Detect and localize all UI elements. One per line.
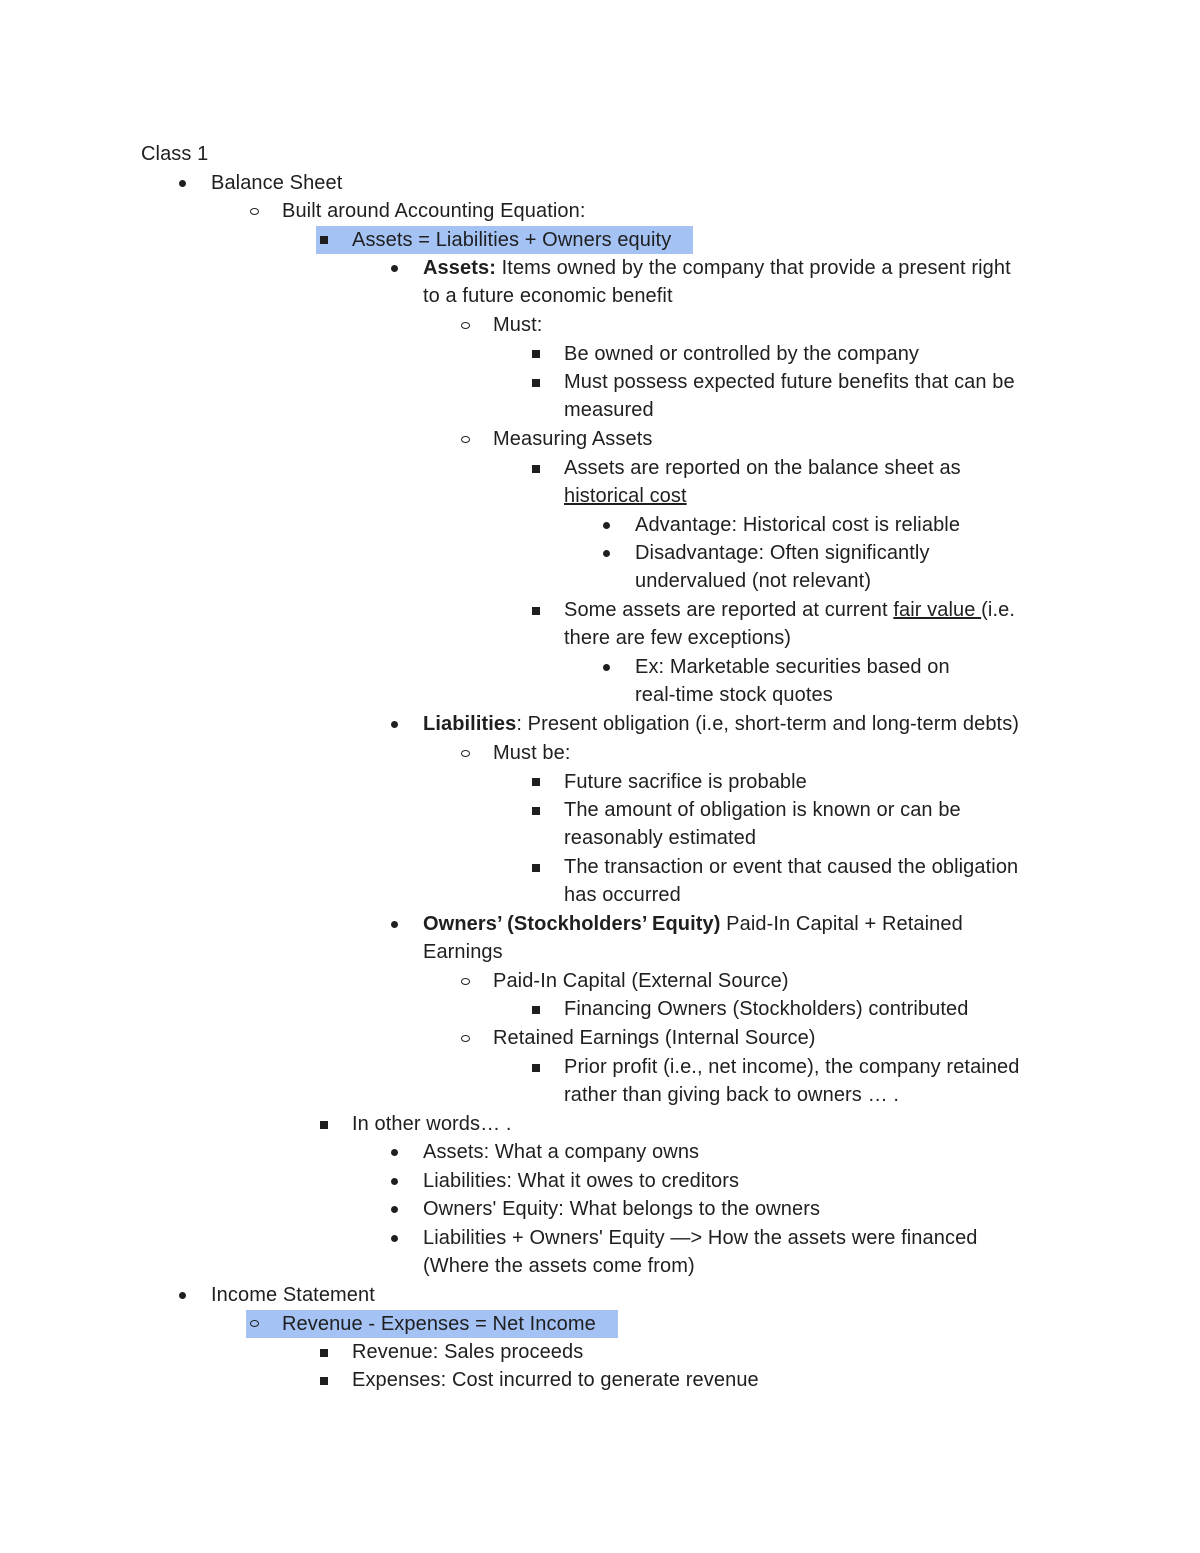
list-item: Assets = Liabilities + Owners equity [352, 229, 672, 251]
list-item: Be owned or controlled by the company [564, 343, 920, 365]
term-liabilities: Liabilities [423, 713, 517, 735]
underlined-term: fair value [893, 599, 982, 621]
list-item-continuation: has occurred [564, 884, 681, 906]
bullet-circle-icon [250, 208, 259, 215]
bullet-square-icon [532, 465, 540, 473]
bullet-circle-icon [461, 750, 470, 757]
list-item [423, 710, 1019, 738]
bullet-circle-icon [461, 978, 470, 985]
list-item: Owners' Equity: What belongs to the owners [423, 1198, 821, 1220]
list-item: Must be: [493, 742, 571, 764]
bullet-square-icon [532, 864, 540, 872]
list-item: Financing Owners (Stockholders) contributed [564, 998, 969, 1020]
list-item [423, 254, 1011, 282]
bullet-circle-icon [461, 436, 470, 443]
bullet-dot-icon [391, 1149, 398, 1156]
list-item: Must: [493, 314, 543, 336]
list-item: Paid-In Capital (External Source) [493, 970, 789, 992]
page-title: Class 1 [141, 143, 209, 165]
list-item-continuation: reasonably estimated [564, 827, 757, 849]
definition-text: Paid-In Capital + Retained [720, 913, 963, 935]
bullet-dot-icon [179, 1292, 186, 1299]
bullet-dot-icon [603, 522, 610, 529]
list-item: Disadvantage: Often significantly [635, 542, 930, 564]
list-item: Balance Sheet [211, 172, 343, 194]
list-item: The amount of obligation is known or can be [564, 799, 961, 821]
bullet-square-icon [532, 807, 540, 815]
text-segment: Some assets are reported at current [564, 599, 894, 621]
list-item-continuation: to a future economic benefit [423, 285, 673, 307]
bullet-dot-icon [391, 1178, 398, 1185]
list-item [423, 910, 963, 938]
list-item: In other words… . [352, 1113, 512, 1135]
bullet-square-icon [532, 1064, 540, 1072]
list-item: Revenue: Sales proceeds [352, 1341, 584, 1363]
list-item-continuation: there are few exceptions) [564, 627, 792, 649]
bullet-square-icon [320, 1349, 328, 1357]
list-item: Future sacrifice is probable [564, 771, 807, 793]
list-item: Advantage: Historical cost is reliable [635, 514, 961, 536]
list-item-continuation: real-time stock quotes [635, 684, 833, 706]
bullet-square-icon [532, 350, 540, 358]
bullet-square-icon [532, 379, 540, 387]
list-item: Built around Accounting Equation: [282, 200, 586, 222]
list-item-continuation [564, 482, 687, 510]
list-item: Assets: What a company owns [423, 1141, 700, 1163]
list-item: Prior profit (i.e., net income), the company retained [564, 1056, 1020, 1078]
bullet-circle-icon [461, 1035, 470, 1042]
bullet-dot-icon [179, 180, 186, 187]
bullet-square-icon [320, 1377, 328, 1385]
definition-text: Items owned by the company that provide a present right [495, 257, 1011, 279]
list-item-continuation: rather than giving back to owners … . [564, 1084, 899, 1106]
bullet-square-icon [320, 236, 328, 244]
list-item: Measuring Assets [493, 428, 653, 450]
list-item-continuation: (Where the assets come from) [423, 1255, 695, 1277]
text-segment: (i.e. [981, 599, 1015, 621]
list-item: The transaction or event that caused the obligation [564, 856, 1019, 878]
list-item: Liabilities + Owners' Equity —> How the assets were financed [423, 1227, 978, 1249]
list-item [564, 596, 1015, 624]
list-item: Liabilities: What it owes to creditors [423, 1170, 740, 1192]
term-assets: Assets: [423, 257, 496, 279]
bullet-square-icon [320, 1121, 328, 1129]
bullet-dot-icon [603, 664, 610, 671]
definition-text: : Present obligation (i.e, short-term and long-term debts) [516, 713, 1020, 735]
bullet-circle-icon [461, 322, 470, 329]
bullet-dot-icon [603, 550, 610, 557]
list-item-continuation: Earnings [423, 941, 503, 963]
bullet-square-icon [532, 778, 540, 786]
bullet-square-icon [532, 1006, 540, 1014]
bullet-dot-icon [391, 1206, 398, 1213]
bullet-square-icon [532, 607, 540, 615]
bullet-dot-icon [391, 921, 398, 928]
list-item: Retained Earnings (Internal Source) [493, 1027, 816, 1049]
list-item: Income Statement [211, 1284, 375, 1306]
list-item-continuation: undervalued (not relevant) [635, 570, 872, 592]
list-item: Expenses: Cost incurred to generate revenue [352, 1369, 759, 1391]
list-item: Must possess expected future benefits that can be [564, 371, 1015, 393]
bullet-dot-icon [391, 1235, 398, 1242]
underlined-term: historical cost [564, 485, 687, 507]
list-item: Assets are reported on the balance sheet as [564, 457, 961, 479]
bullet-dot-icon [391, 265, 398, 272]
list-item: Revenue - Expenses = Net Income [282, 1313, 596, 1335]
list-item-continuation: measured [564, 399, 654, 421]
list-item: Ex: Marketable securities based on [635, 656, 950, 678]
term-owners-equity: Owners’ (Stockholders’ Equity) [423, 913, 721, 935]
bullet-circle-icon [250, 1320, 259, 1327]
bullet-dot-icon [391, 721, 398, 728]
